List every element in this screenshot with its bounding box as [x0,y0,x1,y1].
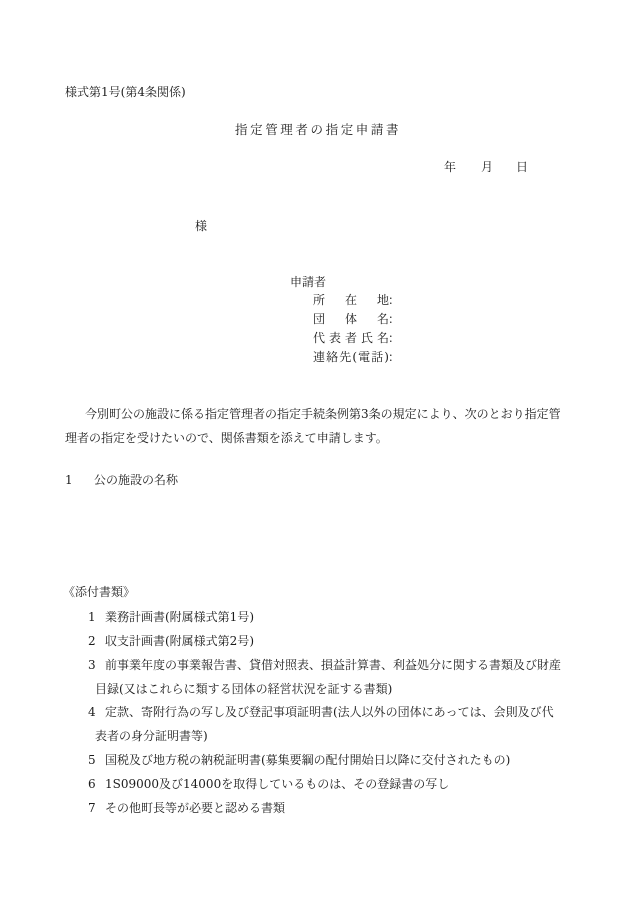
list-item-text-continued: 表者の身分証明書等) [95,729,208,743]
list-item-text: 業務計画書(附属様式第1号) [105,610,254,624]
list-item-number: 6 [88,777,96,791]
list-item-number: 3 [88,658,96,672]
applicant-field-separator: ： [388,293,401,307]
applicant-field-separator: ： [388,331,401,345]
list-item-number: 1 [88,610,96,624]
list-item-text: 前事業年度の事業報告書、貸借対照表、損益計算書、利益処分に関する書類及び財産 [105,658,562,672]
list-item-text: 収支計画書(附属様式第2号) [105,634,254,648]
list-item-number: 7 [88,801,96,815]
applicant-field-separator: ： [388,312,401,326]
body-paragraph-line: 理者の指定を受けたいので、関係書類を添えて申請します。 [65,431,388,445]
body-paragraph-line: 今別町公の施設に係る指定管理者の指定手続条例第3条の規定により、次のとおり指定管 [85,407,561,421]
list-item-text: 1S09000及び14000を取得しているものは、その登録書の写し [105,777,450,791]
list-item-text: 国税及び地方税の納税証明書(募集要綱の配付開始日以降に交付されたもの) [105,753,511,767]
section-1-number: 1 [65,473,73,487]
applicant-heading: 申請者 [290,275,327,289]
applicant-field-organization [0,312,630,326]
date-day-label: 日 [516,160,529,174]
applicant-field-label: 連絡先(電話) [313,350,389,364]
applicant-field-phone [0,350,630,364]
applicant-field-representative [0,331,630,345]
applicant-field-label: 代表者氏名 [313,331,389,345]
list-item-text: 定款、寄附行為の写し及び登記事項証明書(法人以外の団体にあっては、会則及び代 [105,705,554,719]
list-item-number: 5 [88,753,96,767]
applicant-field-address [0,293,630,307]
applicant-field-label: 団体名 [313,312,389,326]
section-1-label: 公の施設の名称 [94,473,179,487]
attachments-heading: 《添付書類》 [63,585,136,599]
list-item-text: その他町長等が必要と認める書類 [105,801,286,815]
addressee-honorific: 様 [195,219,208,233]
form-number-label: 様式第1号(第4条関係) [65,85,186,99]
list-item-number: 4 [88,705,96,719]
date-year-label: 年 [444,160,457,174]
list-item-number: 2 [88,634,96,648]
date-month-label: 月 [481,160,494,174]
applicant-field-label: 所在地 [313,293,389,307]
list-item-text-continued: 目録(又はこれらに類する団体の経営状況を証する書類) [95,682,393,696]
applicant-field-separator: ： [388,350,401,364]
document-title: 指定管理者の指定申請書 [235,122,402,137]
